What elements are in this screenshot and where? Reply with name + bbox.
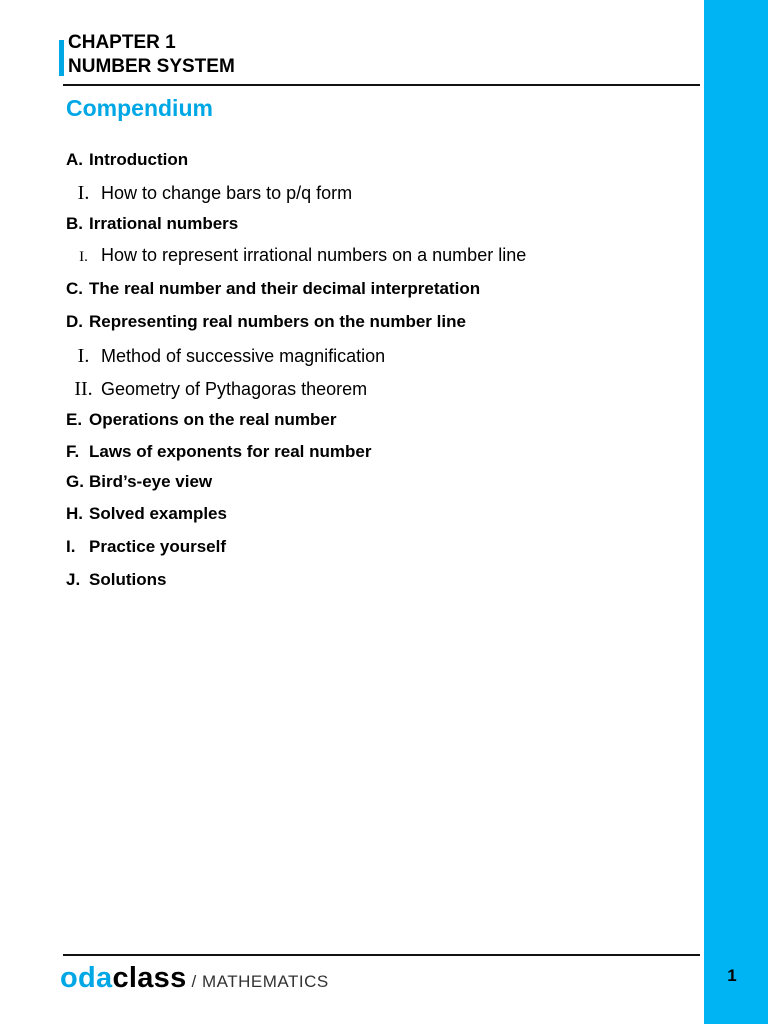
- toc-item-d: [66, 311, 466, 333]
- toc-marker: I.: [66, 537, 76, 556]
- chapter-title: NUMBER SYSTEM: [68, 56, 235, 77]
- toc-marker: F.: [66, 442, 80, 461]
- toc-marker: C.: [66, 279, 83, 298]
- toc-marker: I.: [79, 249, 88, 265]
- toc-label: Method of successive magnification: [101, 346, 386, 366]
- toc-label: Introduction: [89, 150, 189, 169]
- toc-marker: H.: [66, 504, 83, 523]
- toc-item-g: [66, 471, 212, 493]
- toc-subitem-d-1: [66, 345, 385, 367]
- toc-label: How to change bars to p/q form: [101, 183, 353, 203]
- brand-subject: / MATHEMATICS: [191, 972, 329, 991]
- toc-marker: II.: [74, 378, 93, 400]
- toc-marker: G.: [66, 472, 84, 491]
- toc-label: Solved examples: [89, 504, 227, 523]
- chapter-label: CHAPTER 1: [68, 32, 176, 53]
- brand-logo-oda: oda: [60, 962, 113, 994]
- toc-marker: D.: [66, 312, 83, 331]
- toc-item-i: [66, 536, 226, 558]
- footer-divider: [63, 954, 700, 956]
- toc-marker: J.: [66, 570, 81, 589]
- compendium-title: Compendium: [66, 95, 213, 121]
- right-accent-bar: [704, 0, 768, 1024]
- table-of-contents: [66, 0, 696, 620]
- toc-item-j: [66, 569, 166, 591]
- toc-label: Operations on the real number: [89, 410, 337, 429]
- toc-marker: A.: [66, 150, 83, 169]
- toc-label: Bird’s-eye view: [89, 472, 213, 491]
- toc-item-h: [66, 503, 227, 525]
- brand-logo-class: class: [112, 962, 187, 994]
- toc-label: Representing real numbers on the number line: [89, 312, 466, 331]
- toc-subitem-a-1: [66, 182, 352, 204]
- toc-item-f: [66, 441, 371, 463]
- toc-label: Irrational numbers: [89, 214, 239, 233]
- toc-item-c: [66, 278, 480, 300]
- header-accent-bar: [59, 40, 64, 76]
- toc-label: Laws of exponents for real number: [89, 442, 372, 461]
- toc-subitem-d-2: [66, 378, 367, 400]
- toc-label: The real number and their decimal interpretation: [89, 279, 481, 298]
- toc-label: Practice yourself: [89, 537, 227, 556]
- brand-footer: [60, 962, 329, 999]
- toc-marker: E.: [66, 410, 83, 429]
- toc-item-b: [66, 213, 238, 235]
- toc-marker: B.: [66, 214, 83, 233]
- toc-label: Geometry of Pythagoras theorem: [101, 379, 368, 399]
- toc-marker: I.: [77, 345, 90, 367]
- toc-marker: I.: [77, 182, 90, 204]
- toc-item-a: [66, 149, 188, 171]
- toc-label: Solutions: [89, 570, 167, 589]
- toc-label: How to represent irrational numbers on a number line: [101, 245, 527, 265]
- page-number: 1: [727, 966, 737, 985]
- toc-item-e: [66, 409, 337, 431]
- toc-subitem-b-1: [66, 244, 526, 268]
